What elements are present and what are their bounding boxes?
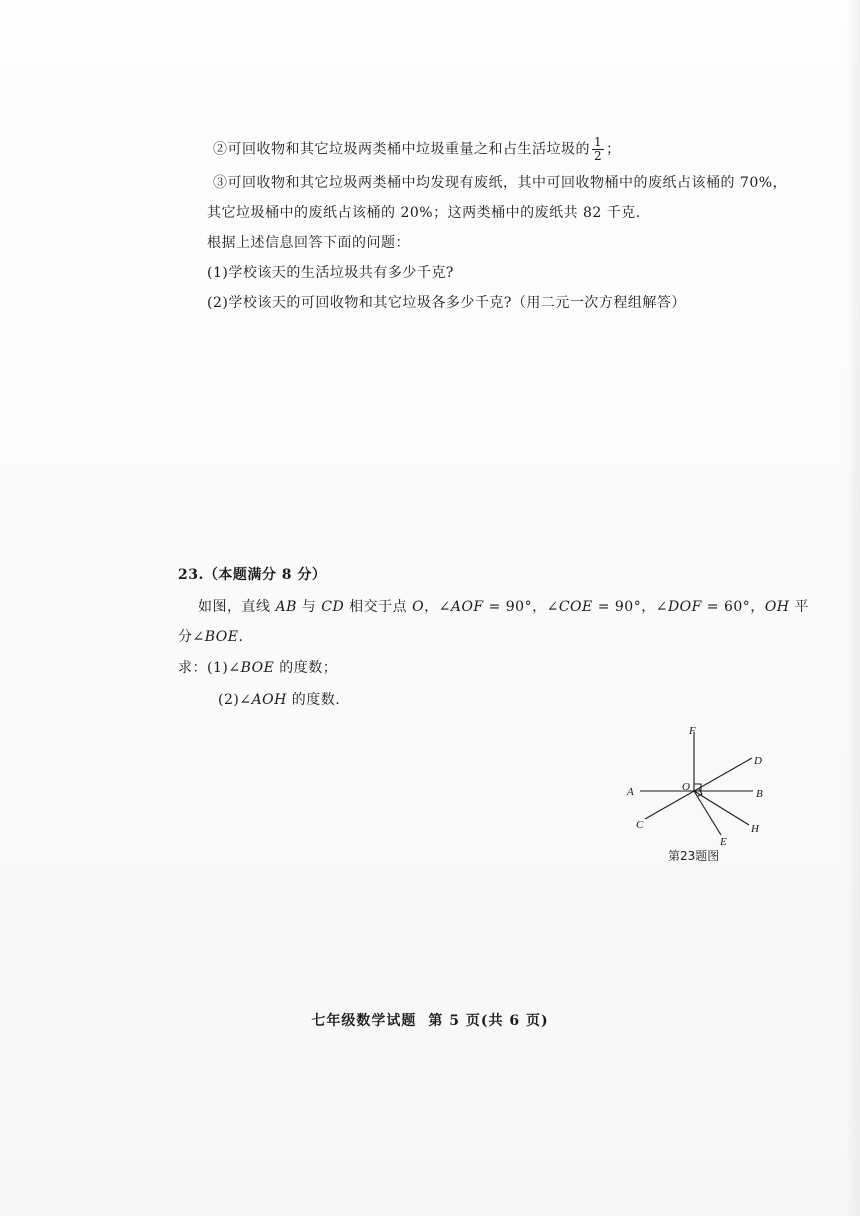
line-cd — [645, 758, 752, 819]
math-ab: AB — [275, 599, 297, 615]
page-footer — [0, 1010, 860, 1030]
fraction-denominator: 2 — [594, 149, 603, 163]
text-run: 的度数； — [274, 660, 338, 676]
text-run: (2)∠ — [218, 692, 252, 708]
ray-oh — [694, 791, 749, 825]
text-run: 的度数. — [286, 692, 341, 708]
label-e: E — [720, 836, 727, 848]
math-cd: CD — [321, 599, 345, 615]
item-3-line-2: 其它垃圾桶中的废纸占该桶的 20%；这两类桶中的废纸共 82 千克. — [207, 205, 641, 221]
fraction-one-half — [592, 136, 604, 163]
item-3-line-1: ③可回收物和其它垃圾两类桶中均发现有废纸，其中可回收物桶中的废纸占该桶的 70%， — [213, 175, 788, 191]
scan-shadow — [846, 0, 860, 1216]
problem-23-ask-1 — [178, 658, 337, 678]
geometry-figure — [615, 722, 775, 867]
footer-page-number: 第 5 页(共 6 页) — [428, 1013, 549, 1029]
text-run: . — [238, 629, 244, 645]
text-run: ，∠ — [424, 599, 451, 615]
text-run: = 90°，∠ — [592, 599, 668, 615]
label-h: H — [751, 823, 759, 835]
problem-23-ask-2 — [218, 690, 340, 710]
math-o: O — [412, 599, 425, 615]
label-c: C — [636, 819, 644, 831]
label-o: O — [682, 781, 690, 793]
text-run: 相交于点 — [344, 599, 413, 615]
question-2: (2)学校该天的可回收物和其它垃圾各多少千克?（用二元一次方程组解答） — [207, 295, 686, 311]
text-run: 与 — [296, 599, 322, 615]
item-2-text: 可回收物和其它垃圾两类桶中垃圾重量之和占生活垃圾的 — [227, 141, 590, 158]
label-b: B — [756, 788, 763, 800]
problem-23-statement-2 — [178, 627, 243, 647]
fraction-numerator: 1 — [594, 135, 603, 149]
label-d: D — [754, 755, 762, 767]
label-a: A — [627, 786, 634, 798]
math-boe: BOE — [204, 629, 239, 645]
text-run: 分∠ — [178, 629, 205, 645]
text-run: 求：(1)∠ — [178, 660, 241, 676]
text-run: = 60°， — [701, 599, 765, 615]
item-2-end: ； — [606, 141, 621, 158]
footer-title: 七年级数学试题 — [311, 1013, 417, 1029]
intro-line: 根据上述信息回答下面的问题： — [207, 235, 410, 251]
math-coe: COE — [558, 599, 593, 615]
math-oh: OH — [764, 599, 790, 615]
label-f: F — [689, 725, 696, 737]
text-run: 平 — [789, 599, 809, 615]
question-1: (1)学校该天的生活垃圾共有多少千克? — [207, 265, 454, 281]
problem-23-heading: 23.（本题满分 8 分） — [178, 567, 327, 583]
math-aoh: AOH — [251, 692, 287, 708]
figure-caption: 第23题图 — [668, 849, 720, 863]
math-aof: AOF — [450, 599, 484, 615]
ray-oe — [694, 791, 721, 835]
problem-23-statement-1 — [198, 597, 809, 617]
item-2-marker: ② — [213, 141, 228, 158]
text-run: 如图，直线 — [198, 599, 276, 615]
math-dof: DOF — [667, 599, 702, 615]
item-2-line — [213, 136, 621, 163]
text-run: = 90°，∠ — [483, 599, 559, 615]
math-boe: BOE — [240, 660, 275, 676]
